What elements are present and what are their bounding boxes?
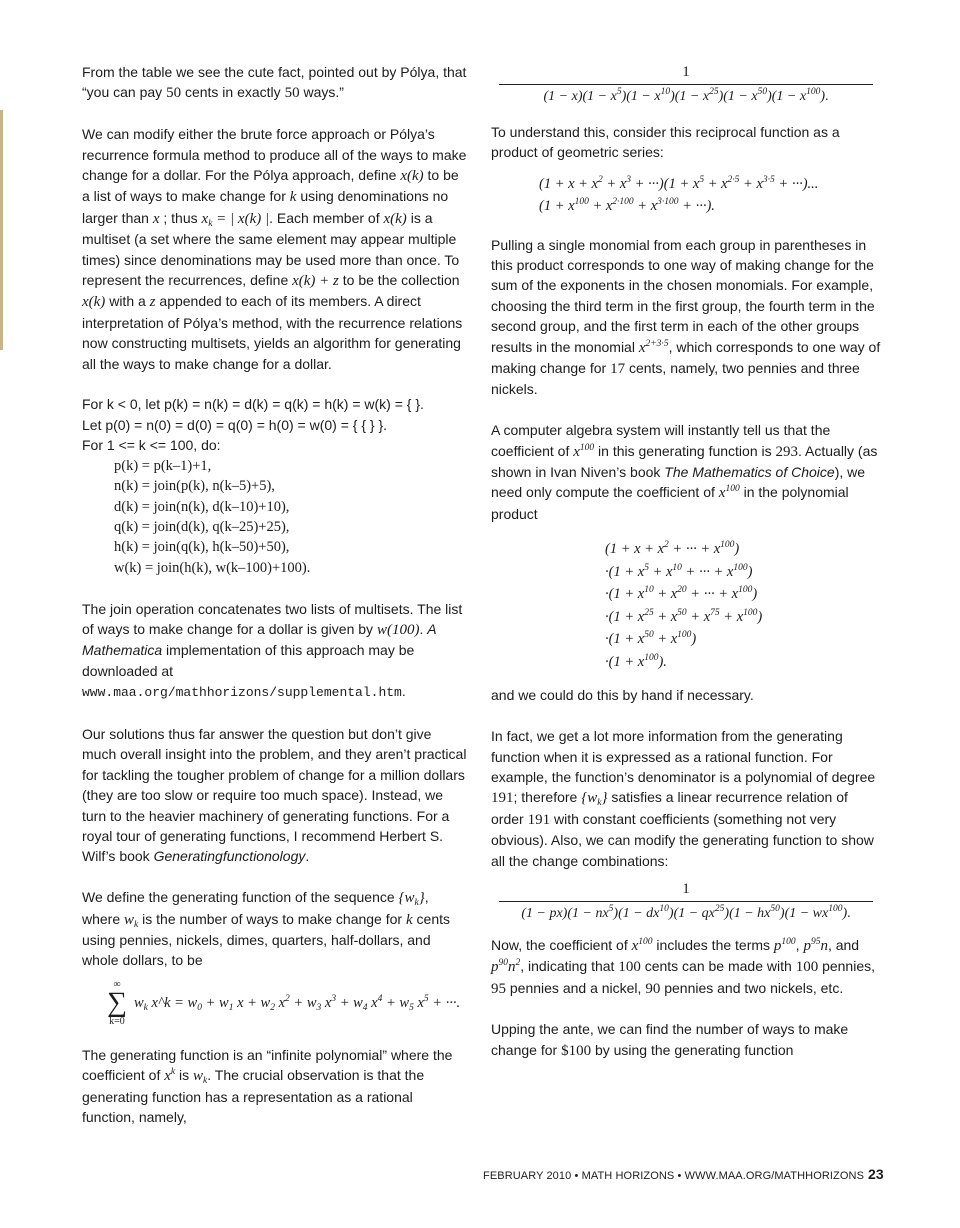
page-footer: [483, 1166, 884, 1182]
rational-function-fraction: 1 $(1 - x)(1 - x^5)(1 - x^{10})(1 - x^{25})(1 - x^{50})(1 - x^{100})$.: [491, 62, 881, 108]
sigma-symbol: ∞ ∑ k=0: [107, 978, 127, 1027]
paragraph-by-hand: and we could do this by hand if necessary.: [491, 687, 754, 704]
paragraph-coefficient-terms: Now, the coefficient of $x^{100}$ includes the terms $p^{100}$, $p^{95}n$, and $p^{90}n^2$, indicating that 100 cents can be made with 100 pennies, 95 pennies and a nickel, 90 pennies and two nickels, etc.: [491, 936, 876, 997]
sum-expression: $w_k$ x^k = $w_0 + w_1$ $x + w_2$ $x^2 + w_3$ $x^3 + w_4$ $x^4 + w_5$ $x^5$ + ···.: [134, 993, 461, 1013]
change-combinations-fraction: 1 $(1 - px)(1 - nx^5)(1 - dx^{10})(1 - qx^{25})(1 - hx^{50})(1 - wx^{100})$.: [491, 879, 881, 925]
algorithm-line: d(k) = join(n(k), d(k–10)+10),: [114, 498, 290, 515]
paragraph-reciprocal: To understand this, consider this reciprocal function as a product of geometric series:: [491, 123, 840, 161]
polynomial-factor: $\cdot(1 + x^{50} + x^{100})$: [605, 630, 697, 648]
geometric-series-line: $(1 + x + x^2 + x^3 + \cdot\cdot\cdot)(1 + x^5 + x^{2\cdot 5} + x^{3\cdot 5}$ + ···)...: [539, 174, 819, 192]
paragraph-polya-fact: From the table we see the cute fact, pointed out by Pólya, that “you can pay 50 cents in exactly 50 ways.”: [82, 64, 467, 102]
generating-sum-equation: [104, 979, 467, 1031]
polynomial-factor: $\cdot(1 + x^{100})$.: [605, 652, 667, 670]
algorithm-block: [82, 394, 467, 578]
paragraph-join-operation: The join operation concatenates two lists of multisets. The list of ways to make change for a dollar is given by w(100). A Mathematica implementation of this approach may be downloaded at www.maa.org/mathhorizons/supplemental.htm.: [82, 600, 463, 701]
paragraph-define-sequence: We define the generating function of the sequence $\{w_k\}$, where $w_k$ is the number of ways to make change for k cents using pennies, nickels, dimes, quarters, half-dollars, and whole dollars, to be: [82, 889, 450, 969]
paragraph-rational-info: In fact, we get a lot more information from the generating function when it is expressed as a rational function. For example, the function’s denominator is a polynomial of degree 191; therefore $\{w_k\}$ satisfies a linear recurrence relation of order 191 with constant coefficients (something not very obvious). Also, we can modify the generating function to show all the change combinations:: [491, 728, 876, 869]
fraction-denominator: $(1 - x)(1 - x^5)(1 - x^{10})(1 - x^{25})(1 - x^{50})(1 - x^{100})$.: [543, 87, 829, 105]
page-number: 23: [868, 1166, 884, 1182]
fraction-denominator: $(1 - px)(1 - nx^5)(1 - dx^{10})(1 - qx^{25})(1 - hx^{50})(1 - wx^{100})$.: [521, 904, 851, 922]
paragraph-computer-algebra: A computer algebra system will instantly tell us that the coefficient of $x^{100}$ in this generating function is 293. Actually (as shown in Ivan Niven’s book The Mathematics of Choice), we need only compute the coefficient of $x^{100}$ in the polynomial product: [491, 422, 878, 522]
supplemental-url: www.maa.org/mathhorizons/supplemental.htm: [82, 685, 402, 701]
polynomial-factor: $\cdot(1 + x^{10} + x^{20}$ + ··· + $x^{100}$): [605, 585, 758, 603]
geometric-series-product: [539, 173, 881, 217]
algorithm-line: q(k) = join(d(k), q(k–25)+25),: [114, 518, 290, 535]
paragraph-multiset-approach: We can modify either the brute force approach or Pólya’s recurrence formula method to produce all of the ways to make change for a dollar. For the Pólya approach, define x(k) to be a list of ways to make change for k using denominations no larger than x ; thus $x_k$ = | x(k) |. Each member of x(k) is a multiset (a set where the same element may appear multiple times) since denominations may be used more than once. To represent the recurrences, define x(k) + z to be the collection x(k) with a z appended to each of its members. A direct interpretation of Pólya’s method, with the recurrence relations now constructing multisets, yields an algorithm for generating all the ways to make change for a dollar.: [82, 126, 467, 372]
algorithm-line: n(k) = join(p(k), n(k–5)+5),: [114, 478, 275, 495]
algorithm-line: p(k) = p(k–1)+1,: [114, 457, 212, 474]
algorithm-line: w(k) = join(h(k), w(k–100)+100).: [114, 559, 311, 576]
footer-text: FEBRUARY 2010 • MATH HORIZONS • WWW.MAA.ORG/MATHHORIZONS: [483, 1170, 865, 1182]
algorithm-line: Let p(0) = n(0) = d(0) = q(0) = h(0) = w(0) = { { } }.: [82, 416, 388, 433]
algorithm-line: For k < 0, let p(k) = n(k) = d(k) = q(k) = h(k) = w(k) = { }.: [82, 396, 424, 413]
polynomial-factor: $\cdot(1 + x^5 + x^{10}$ + ··· + $x^{100}$): [605, 562, 753, 580]
paragraph-upping-ante: Upping the ante, we can find the number of ways to make change for $100 by using the generating function: [491, 1021, 849, 1059]
polynomial-factor: $\cdot(1 + x^{25} + x^{50} + x^{75} + x^{100})$: [605, 607, 763, 625]
polynomial-factor: ($1 + x + x^2$ + ··· + $x^{100}$): [605, 540, 740, 558]
geometric-series-line: ($1 + x^{100} + x^{2\cdot 100} + x^{3\cdot 100}$ + ···).: [539, 196, 715, 214]
page-edge-marker: [0, 110, 3, 350]
paragraph-infinite-polynomial: The generating function is an “infinite polynomial” where the coefficient of $x^k$ is $w_k$. The crucial observation is that the generating function has a representation as a rational function, namely,: [82, 1046, 453, 1126]
paragraph-generating-intro: Our solutions thus far answer the question but don’t give much overall insight into the problem, and they aren’t practical for tackling the tougher problem of change for a million dollars (they are too slow or require too much space). Instead, we turn to the heavier machinery of generating functions. For a royal tour of generating functions, I recommend Herbert S. Wilf’s book Generatingfunctionology.: [82, 725, 467, 865]
polynomial-product: [605, 538, 881, 673]
algorithm-line: For 1 <= k <= 100, do:: [82, 437, 221, 454]
left-column: [82, 62, 467, 1148]
algorithm-line: h(k) = join(q(k), h(k–50)+50),: [114, 539, 290, 556]
right-column: [491, 62, 881, 1082]
paragraph-pulling-monomial: Pulling a single monomial from each group in parentheses in this product corresponds to one way of making change for the sum of the exponents in the chosen monomials. For example, choosing the third term in the first group, the fourth term in the second group, and the first term in each of the other groups results in the monomial $x^{2+3\cdot 5}$, which corresponds to one way of making change for 17 cents, namely, two pennies and three nickels.: [491, 236, 881, 398]
